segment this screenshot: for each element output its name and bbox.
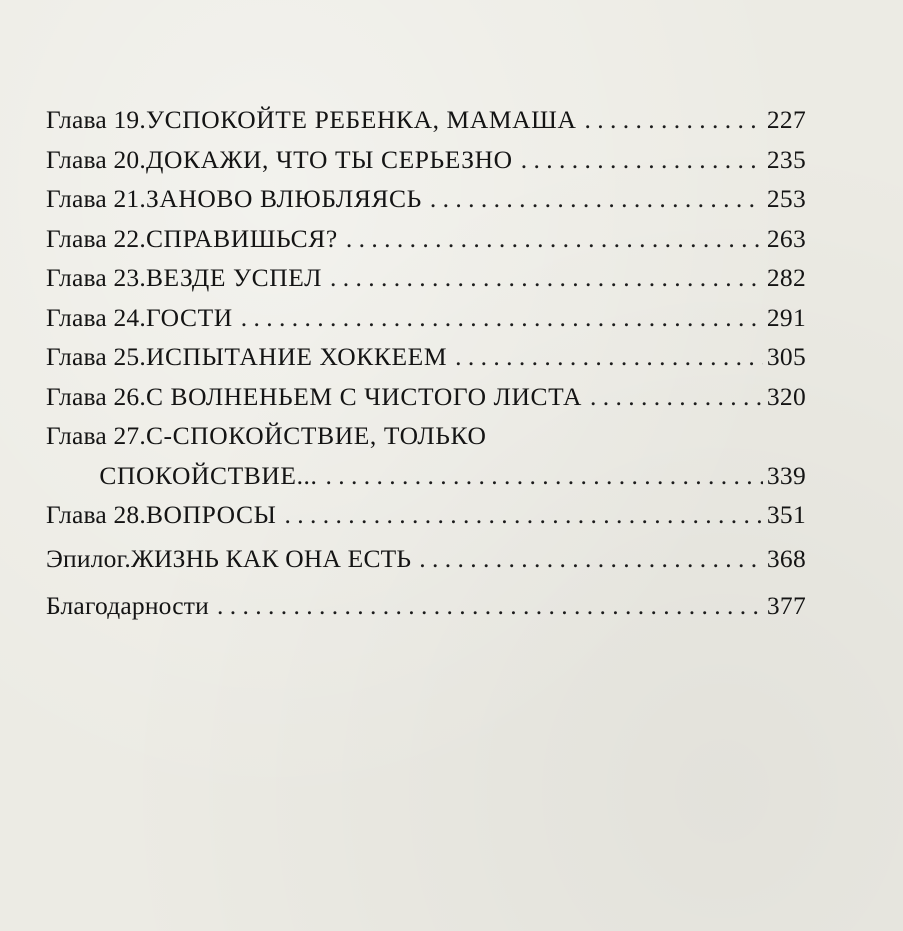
chapter-title: ВЕЗДЕ УСПЕЛ <box>145 263 323 292</box>
toc-entry-chapter-26 <box>46 377 806 417</box>
leader-dots <box>241 298 763 338</box>
chapter-number: Глава 20. <box>46 144 146 174</box>
chapter-title: ИСПЫТАНИЕ ХОККЕЕМ <box>145 342 448 371</box>
leader-dots <box>284 495 762 535</box>
chapter-title: ВОПРОСЫ <box>145 500 277 529</box>
leader-dots <box>521 140 763 180</box>
toc-entry-chapter-19 <box>46 100 806 140</box>
leader-dots <box>419 539 763 579</box>
toc-entry-chapter-28 <box>46 495 806 535</box>
page-number: 263 <box>766 223 806 253</box>
chapter-title: СПРАВИШЬСЯ? <box>145 223 338 253</box>
page-number: 377 <box>766 591 806 620</box>
acknowledgements-title: Благодарности <box>46 591 209 620</box>
chapter-number: Глава 26. <box>46 381 146 411</box>
chapter-title: ЗАНОВО ВЛЮБЛЯЯСЬ <box>145 184 422 213</box>
chapter-number: Глава 22. <box>46 223 146 253</box>
toc-entry-chapter-22 <box>46 219 806 259</box>
chapter-title: ДОКАЖИ, ЧТО ТЫ СЕРЬЕЗНО <box>145 144 513 174</box>
toc-entry-chapter-23 <box>46 258 806 298</box>
toc-entry-chapter-27-continued <box>46 456 806 496</box>
chapter-number: Глава 27. <box>46 421 146 450</box>
page-number: 305 <box>766 342 806 371</box>
toc-entry-chapter-21 <box>46 179 806 219</box>
chapter-number: Глава 21. <box>46 184 146 213</box>
leader-dots <box>330 258 763 298</box>
page-number: 253 <box>766 184 806 213</box>
leader-dots <box>455 337 763 377</box>
page-number: 282 <box>766 263 806 292</box>
page-number: 339 <box>766 460 806 490</box>
chapter-title-line-2: СПОКОЙСТВИЕ... <box>99 460 318 490</box>
toc-entry-chapter-24 <box>46 298 806 338</box>
leader-dots <box>590 377 763 417</box>
epilogue-title: ЖИЗНЬ КАК ОНА ЕСТЬ <box>130 543 412 573</box>
chapter-number: Глава 25. <box>46 342 146 371</box>
toc-entry-epilogue <box>46 539 806 579</box>
page-number: 235 <box>766 144 806 174</box>
page-number: 227 <box>766 105 806 134</box>
page-number: 291 <box>766 302 806 332</box>
toc-entry-acknowledgements <box>46 586 806 626</box>
page-number: 320 <box>766 381 806 411</box>
chapter-title-line-1: С-СПОКОЙСТВИЕ, ТОЛЬКО <box>145 421 487 450</box>
chapter-number: Глава 19. <box>46 105 146 134</box>
table-of-contents <box>46 100 806 626</box>
leader-dots <box>326 456 763 496</box>
chapter-number: Глава 24. <box>46 302 146 332</box>
chapter-number: Глава 23. <box>46 263 146 292</box>
chapter-title: С ВОЛНЕНЬЕМ С ЧИСТОГО ЛИСТА <box>145 381 583 411</box>
page-number: 368 <box>766 543 806 573</box>
epilogue-label: Эпилог. <box>46 543 131 573</box>
toc-entry-chapter-25 <box>46 337 806 377</box>
leader-dots <box>584 100 762 140</box>
leader-dots <box>430 179 763 219</box>
page-number: 351 <box>766 500 806 529</box>
chapter-number: Глава 28. <box>46 500 146 529</box>
chapter-title: УСПОКОЙТЕ РЕБЕНКА, МАМАША <box>145 105 577 134</box>
chapter-title: ГОСТИ <box>145 302 233 332</box>
leader-dots <box>346 219 763 259</box>
toc-entry-chapter-20 <box>46 140 806 180</box>
toc-entry-chapter-27 <box>46 416 806 456</box>
leader-dots <box>217 586 763 626</box>
